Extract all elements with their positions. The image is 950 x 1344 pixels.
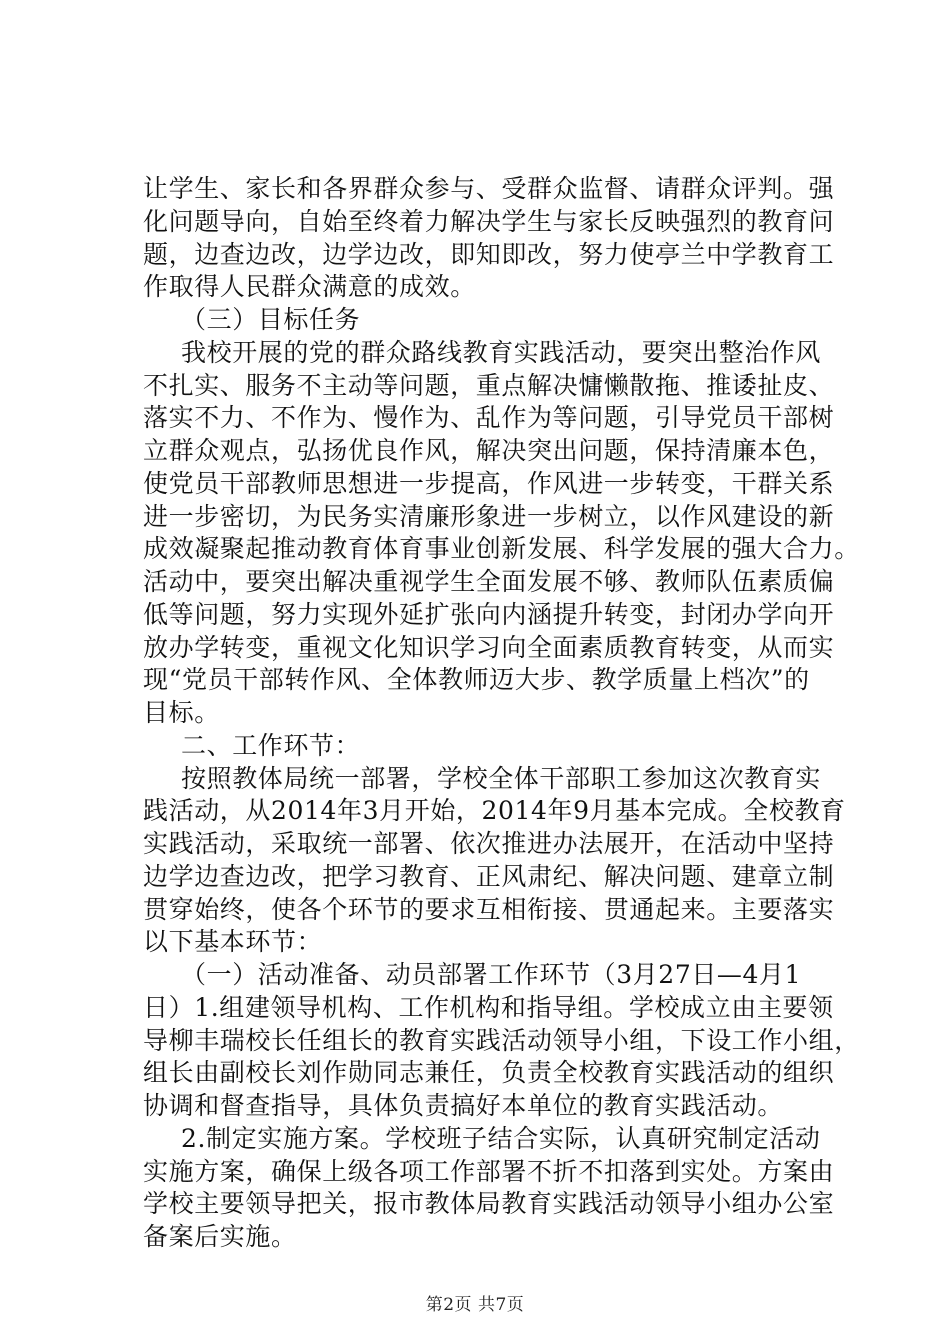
- body-text-line: 协调和督查指导，具体负责搞好本单位的教育实践活动。: [143, 1091, 784, 1120]
- body-text-line: 2.制定实施方案。学校班子结合实际，认真研究制定活动: [181, 1124, 821, 1153]
- body-text-line: 立群众观点，弘扬优良作风，解决突出问题，保持清廉本色，: [143, 436, 835, 465]
- body-text-line: 我校开展的党的群众路线教育实践活动，要突出整治作风: [181, 338, 822, 367]
- body-text-line: 放办学转变，重视文化知识学习向全面素质教育转变，从而实: [143, 633, 835, 662]
- body-text-line: 进一步密切，为民务实清廉形象进一步树立，以作风建设的新: [143, 502, 835, 531]
- body-text-line: 让学生、家长和各界群众参与、受群众监督、请群众评判。强: [143, 174, 835, 203]
- body-text-line: 作取得人民群众满意的成效。: [143, 272, 476, 301]
- body-text-line: 题，边查边改，边学边改，即知即改，努力使亭兰中学教育工: [143, 240, 835, 269]
- body-text-line: 落实不力、不作为、慢作为、乱作为等问题，引导党员干部树: [143, 403, 835, 432]
- body-text-line: 按照教体局统一部署，学校全体干部职工参加这次教育实: [181, 764, 822, 793]
- section-heading: 二、工作环节：: [181, 731, 361, 760]
- body-text-line: 组长由副校长刘作勋同志兼任，负责全校教育实践活动的组织: [143, 1058, 835, 1087]
- body-text-line: 学校主要领导把关，报市教体局教育实践活动领导小组办公室: [143, 1189, 835, 1218]
- section-heading: （一）活动准备、动员部署工作环节（3月27日—4月1: [181, 960, 802, 989]
- body-text-line: 成效凝聚起推动教育体育事业创新发展、科学发展的强大合力。: [143, 534, 860, 563]
- body-text-line: 实践活动，采取统一部署、依次推进办法展开，在活动中坚持: [143, 829, 835, 858]
- body-text-line: 日）1.组建领导机构、工作机构和指导组。学校成立由主要领: [143, 993, 834, 1022]
- page-number-footer: 第2页 共7页: [425, 1295, 525, 1315]
- body-text-line: 践活动，从2014年3月开始，2014年9月基本完成。全校教育: [143, 796, 846, 825]
- section-heading: （三）目标任务: [181, 305, 361, 334]
- body-text-line: 导柳丰瑞校长任组长的教育实践活动领导小组，下设工作小组，: [143, 1026, 860, 1055]
- body-text-line: 低等问题，努力实现外延扩张向内涵提升转变，封闭办学向开: [143, 600, 835, 629]
- body-text-line: 活动中，要突出解决重视学生全面发展不够、教师队伍素质偏: [143, 567, 835, 596]
- body-text-line: 现“党员干部转作风、全体教师迈大步、教学质量上档次”的: [143, 665, 810, 694]
- body-text-line: 边学边查边改，把学习教育、正风肃纪、解决问题、建章立制: [143, 862, 835, 891]
- body-text-line: 目标。: [143, 698, 220, 727]
- body-text-line: 备案后实施。: [143, 1222, 297, 1251]
- body-text-line: 以下基本环节：: [143, 927, 323, 956]
- body-text-line: 贯穿始终，使各个环节的要求互相衔接、贯通起来。主要落实: [143, 895, 835, 924]
- body-text-line: 化问题导向，自始至终着力解决学生与家长反映强烈的教育问: [143, 207, 835, 236]
- body-text-line: 实施方案，确保上级各项工作部署不折不扣落到实处。方案由: [143, 1157, 835, 1186]
- body-text-line: 不扎实、服务不主动等问题，重点解决慵懒散拖、推诿扯皮、: [143, 371, 835, 400]
- body-text-line: 使党员干部教师思想进一步提高，作风进一步转变，干群关系: [143, 469, 835, 498]
